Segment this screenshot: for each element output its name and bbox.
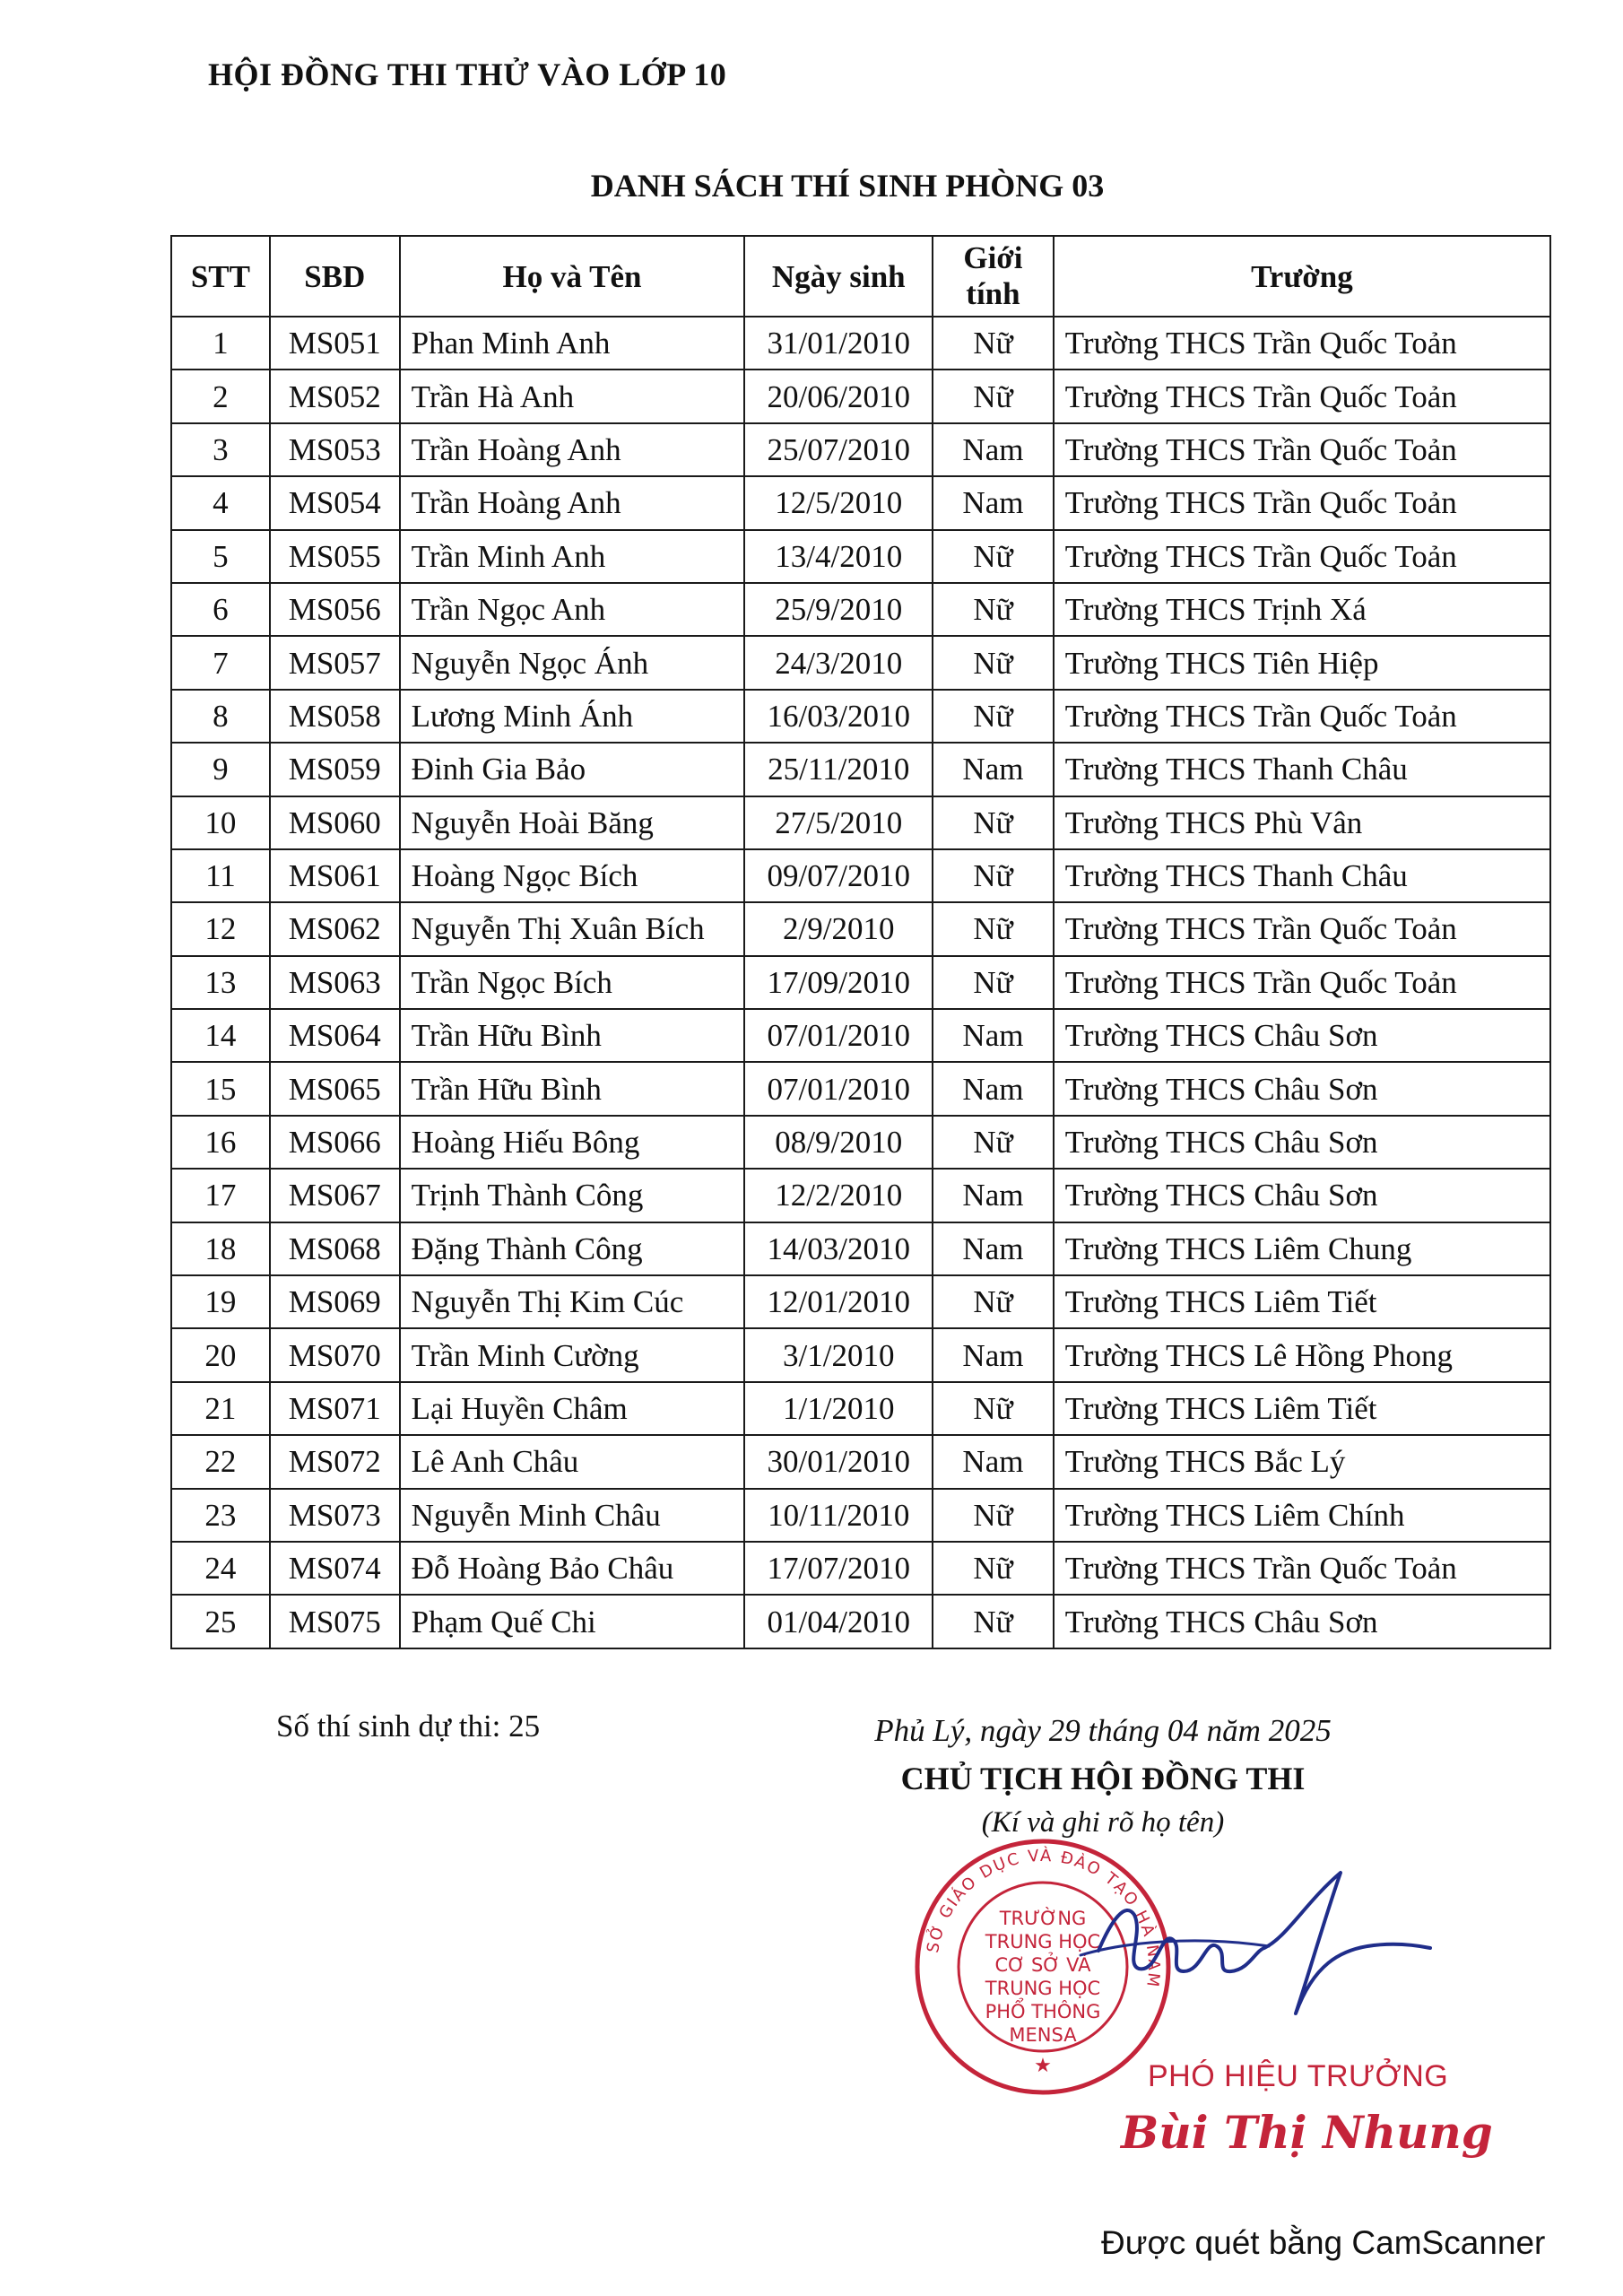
signature-block xyxy=(843,1713,1363,1839)
table-row xyxy=(171,1009,1550,1062)
cell-school: Trường THCS Châu Sơn xyxy=(1054,1116,1550,1169)
cell-stt: 24 xyxy=(171,1542,270,1595)
cell-stt: 12 xyxy=(171,902,270,955)
cell-sbd: MS071 xyxy=(270,1382,400,1435)
cell-sbd: MS051 xyxy=(270,317,400,370)
cell-dob: 25/07/2010 xyxy=(744,423,933,476)
table-row xyxy=(171,1062,1550,1115)
cell-name: Đỗ Hoàng Bảo Châu xyxy=(400,1542,745,1595)
cell-school: Trường THCS Thanh Châu xyxy=(1054,849,1550,902)
cell-name: Trần Hoàng Anh xyxy=(400,476,745,529)
cell-school: Trường THCS Phù Vân xyxy=(1054,796,1550,849)
table-row xyxy=(171,849,1550,902)
cell-name: Lê Anh Châu xyxy=(400,1435,745,1488)
cell-sbd: MS067 xyxy=(270,1169,400,1222)
cell-stt: 22 xyxy=(171,1435,270,1488)
cell-name: Lương Minh Ánh xyxy=(400,690,745,743)
cell-dob: 2/9/2010 xyxy=(744,902,933,955)
cell-gender: Nam xyxy=(933,743,1054,796)
cell-name: Nguyễn Thị Kim Cúc xyxy=(400,1275,745,1328)
cell-gender: Nữ xyxy=(933,1382,1054,1435)
cell-gender: Nữ xyxy=(933,956,1054,1009)
cell-sbd: MS053 xyxy=(270,423,400,476)
cell-stt: 13 xyxy=(171,956,270,1009)
cell-gender: Nữ xyxy=(933,530,1054,583)
cell-dob: 07/01/2010 xyxy=(744,1009,933,1062)
cell-name: Trần Hà Anh xyxy=(400,370,745,422)
cell-dob: 10/11/2010 xyxy=(744,1489,933,1542)
table-row xyxy=(171,1435,1550,1488)
svg-text:TRƯỜNG: TRƯỜNG xyxy=(999,1908,1087,1929)
camscanner-watermark: Được quét bằng CamScanner xyxy=(1101,2224,1546,2261)
table-row xyxy=(171,1222,1550,1275)
cell-school: Trường THCS Liêm Chung xyxy=(1054,1222,1550,1275)
cell-dob: 12/01/2010 xyxy=(744,1275,933,1328)
cell-gender: Nữ xyxy=(933,1489,1054,1542)
cell-dob: 27/5/2010 xyxy=(744,796,933,849)
cell-sbd: MS058 xyxy=(270,690,400,743)
signer-name: Bùi Thị Nhung xyxy=(1121,2106,1493,2159)
table-row xyxy=(171,476,1550,529)
cell-sbd: MS074 xyxy=(270,1542,400,1595)
cell-dob: 17/07/2010 xyxy=(744,1542,933,1595)
cell-name: Hoàng Hiếu Bông xyxy=(400,1116,745,1169)
cell-name: Lại Huyền Châm xyxy=(400,1382,745,1435)
cell-school: Trường THCS Lê Hồng Phong xyxy=(1054,1328,1550,1381)
cell-sbd: MS061 xyxy=(270,849,400,902)
cell-stt: 16 xyxy=(171,1116,270,1169)
column-header-school: Trường xyxy=(1054,236,1550,317)
cell-gender: Nam xyxy=(933,423,1054,476)
cell-sbd: MS073 xyxy=(270,1489,400,1542)
cell-sbd: MS063 xyxy=(270,956,400,1009)
cell-sbd: MS056 xyxy=(270,583,400,636)
cell-gender: Nữ xyxy=(933,583,1054,636)
cell-sbd: MS066 xyxy=(270,1116,400,1169)
cell-school: Trường THCS Châu Sơn xyxy=(1054,1062,1550,1115)
cell-dob: 01/04/2010 xyxy=(744,1595,933,1648)
cell-stt: 19 xyxy=(171,1275,270,1328)
cell-name: Trần Minh Cường xyxy=(400,1328,745,1381)
cell-dob: 08/9/2010 xyxy=(744,1116,933,1169)
cell-name: Trần Minh Anh xyxy=(400,530,745,583)
cell-dob: 16/03/2010 xyxy=(744,690,933,743)
svg-text:SỞ GIÁO DỤC VÀ ĐÀO TẠO HÀ NAM: SỞ GIÁO DỤC VÀ ĐÀO TẠO HÀ NAM xyxy=(924,1846,1164,1990)
cell-name: Nguyễn Minh Châu xyxy=(400,1489,745,1542)
table-row xyxy=(171,1489,1550,1542)
table-row xyxy=(171,1169,1550,1222)
cell-gender: Nữ xyxy=(933,849,1054,902)
cell-stt: 5 xyxy=(171,530,270,583)
cell-school: Trường THCS Liêm Chính xyxy=(1054,1489,1550,1542)
cell-name: Nguyễn Thị Xuân Bích xyxy=(400,902,745,955)
table-row xyxy=(171,1328,1550,1381)
cell-stt: 4 xyxy=(171,476,270,529)
cell-gender: Nam xyxy=(933,1222,1054,1275)
cell-dob: 24/3/2010 xyxy=(744,636,933,689)
cell-gender: Nữ xyxy=(933,690,1054,743)
table-row xyxy=(171,902,1550,955)
cell-dob: 1/1/2010 xyxy=(744,1382,933,1435)
place-date: Phủ Lý, ngày 29 tháng 04 năm 2025 xyxy=(874,1713,1332,1748)
table-row xyxy=(171,370,1550,422)
cell-sbd: MS072 xyxy=(270,1435,400,1488)
vice-principal-title: PHÓ HIỆU TRƯỞNG xyxy=(1148,2059,1449,2093)
cell-name: Nguyễn Hoài Băng xyxy=(400,796,745,849)
cell-gender: Nam xyxy=(933,1328,1054,1381)
cell-school: Trường THCS Tiên Hiệp xyxy=(1054,636,1550,689)
cell-dob: 31/01/2010 xyxy=(744,317,933,370)
cell-stt: 10 xyxy=(171,796,270,849)
cell-school: Trường THCS Trần Quốc Toản xyxy=(1054,956,1550,1009)
cell-school: Trường THCS Châu Sơn xyxy=(1054,1169,1550,1222)
cell-stt: 7 xyxy=(171,636,270,689)
cell-stt: 23 xyxy=(171,1489,270,1542)
cell-school: Trường THCS Trần Quốc Toản xyxy=(1054,1542,1550,1595)
cell-gender: Nữ xyxy=(933,370,1054,422)
cell-stt: 15 xyxy=(171,1062,270,1115)
cell-sbd: MS065 xyxy=(270,1062,400,1115)
cell-gender: Nam xyxy=(933,1062,1054,1115)
cell-gender: Nữ xyxy=(933,1116,1054,1169)
table-row xyxy=(171,690,1550,743)
cell-sbd: MS060 xyxy=(270,796,400,849)
cell-school: Trường THCS Liêm Tiết xyxy=(1054,1275,1550,1328)
table-row xyxy=(171,317,1550,370)
svg-text:TRUNG HỌC: TRUNG HỌC xyxy=(985,1931,1101,1952)
table-row xyxy=(171,530,1550,583)
cell-sbd: MS070 xyxy=(270,1328,400,1381)
cell-stt: 11 xyxy=(171,849,270,902)
cell-dob: 17/09/2010 xyxy=(744,956,933,1009)
cell-sbd: MS052 xyxy=(270,370,400,422)
cell-school: Trường THCS Trần Quốc Toản xyxy=(1054,317,1550,370)
cell-name: Đinh Gia Bảo xyxy=(400,743,745,796)
cell-dob: 14/03/2010 xyxy=(744,1222,933,1275)
cell-school: Trường THCS Châu Sơn xyxy=(1054,1009,1550,1062)
cell-name: Trịnh Thành Công xyxy=(400,1169,745,1222)
table-row xyxy=(171,956,1550,1009)
cell-name: Phan Minh Anh xyxy=(400,317,745,370)
column-header-gender xyxy=(933,236,1054,317)
cell-sbd: MS075 xyxy=(270,1595,400,1648)
handwritten-signature xyxy=(1072,1866,1439,2036)
cell-name: Trần Hoàng Anh xyxy=(400,423,745,476)
cell-name: Đặng Thành Công xyxy=(400,1222,745,1275)
cell-gender: Nam xyxy=(933,476,1054,529)
cell-stt: 25 xyxy=(171,1595,270,1648)
cell-stt: 9 xyxy=(171,743,270,796)
cell-gender: Nữ xyxy=(933,796,1054,849)
table-row xyxy=(171,743,1550,796)
cell-sbd: MS057 xyxy=(270,636,400,689)
cell-dob: 3/1/2010 xyxy=(744,1328,933,1381)
cell-school: Trường THCS Trần Quốc Toản xyxy=(1054,476,1550,529)
list-title: DANH SÁCH THÍ SINH PHÒNG 03 xyxy=(590,168,1105,204)
table-row xyxy=(171,423,1550,476)
cell-dob: 25/11/2010 xyxy=(744,743,933,796)
column-header-dob: Ngày sinh xyxy=(744,236,933,317)
cell-sbd: MS069 xyxy=(270,1275,400,1328)
cell-name: Hoàng Ngọc Bích xyxy=(400,849,745,902)
cell-dob: 25/9/2010 xyxy=(744,583,933,636)
cell-sbd: MS068 xyxy=(270,1222,400,1275)
sign-note: (Kí và ghi rõ họ tên) xyxy=(981,1806,1225,1839)
cell-stt: 18 xyxy=(171,1222,270,1275)
cell-sbd: MS055 xyxy=(270,530,400,583)
table-row xyxy=(171,1116,1550,1169)
council-title: HỘI ĐỒNG THI THỬ VÀO LỚP 10 xyxy=(208,57,727,92)
cell-name: Trần Ngọc Bích xyxy=(400,956,745,1009)
svg-text:★: ★ xyxy=(1034,2054,1052,2076)
cell-dob: 12/2/2010 xyxy=(744,1169,933,1222)
svg-text:CƠ SỞ VÀ: CƠ SỞ VÀ xyxy=(994,1954,1091,1976)
table-header-row xyxy=(171,236,1550,317)
table-row xyxy=(171,1382,1550,1435)
cell-school: Trường THCS Trần Quốc Toản xyxy=(1054,370,1550,422)
cell-name: Trần Ngọc Anh xyxy=(400,583,745,636)
svg-text:MENSA: MENSA xyxy=(1009,2024,1077,2046)
cell-dob: 12/5/2010 xyxy=(744,476,933,529)
cell-stt: 3 xyxy=(171,423,270,476)
cell-stt: 21 xyxy=(171,1382,270,1435)
cell-stt: 6 xyxy=(171,583,270,636)
cell-school: Trường THCS Liêm Tiết xyxy=(1054,1382,1550,1435)
column-header-stt: STT xyxy=(171,236,270,317)
cell-gender: Nam xyxy=(933,1169,1054,1222)
column-header-sbd: SBD xyxy=(270,236,400,317)
cell-name: Nguyễn Ngọc Ánh xyxy=(400,636,745,689)
cell-dob: 13/4/2010 xyxy=(744,530,933,583)
cell-dob: 09/07/2010 xyxy=(744,849,933,902)
cell-sbd: MS064 xyxy=(270,1009,400,1062)
cell-school: Trường THCS Trần Quốc Toản xyxy=(1054,902,1550,955)
cell-dob: 07/01/2010 xyxy=(744,1062,933,1115)
cell-school: Trường THCS Châu Sơn xyxy=(1054,1595,1550,1648)
cell-school: Trường THCS Trịnh Xá xyxy=(1054,583,1550,636)
svg-text:PHỔ THÔNG: PHỔ THÔNG xyxy=(985,2001,1101,2022)
cell-stt: 14 xyxy=(171,1009,270,1062)
cell-school: Trường THCS Trần Quốc Toản xyxy=(1054,690,1550,743)
cell-gender: Nữ xyxy=(933,902,1054,955)
cell-stt: 8 xyxy=(171,690,270,743)
cell-school: Trường THCS Thanh Châu xyxy=(1054,743,1550,796)
column-header-name: Họ và Tên xyxy=(400,236,745,317)
cell-name: Trần Hữu Bình xyxy=(400,1009,745,1062)
cell-gender: Nữ xyxy=(933,1595,1054,1648)
candidate-count: Số thí sinh dự thi: 25 xyxy=(276,1709,541,1744)
chair-title: CHỦ TỊCH HỘI ĐỒNG THI xyxy=(900,1761,1306,1796)
cell-sbd: MS059 xyxy=(270,743,400,796)
candidate-table xyxy=(170,235,1551,1649)
cell-school: Trường THCS Trần Quốc Toản xyxy=(1054,530,1550,583)
cell-gender: Nữ xyxy=(933,1275,1054,1328)
cell-stt: 20 xyxy=(171,1328,270,1381)
table-row xyxy=(171,583,1550,636)
gender-header-line1: Giới xyxy=(963,239,1023,275)
cell-gender: Nam xyxy=(933,1009,1054,1062)
cell-name: Phạm Quế Chi xyxy=(400,1595,745,1648)
cell-stt: 1 xyxy=(171,317,270,370)
cell-gender: Nữ xyxy=(933,636,1054,689)
gender-header-line2: tính xyxy=(966,276,1020,311)
table-row xyxy=(171,1542,1550,1595)
cell-dob: 20/06/2010 xyxy=(744,370,933,422)
cell-school: Trường THCS Bắc Lý xyxy=(1054,1435,1550,1488)
cell-gender: Nữ xyxy=(933,1542,1054,1595)
cell-gender: Nữ xyxy=(933,317,1054,370)
table-row xyxy=(171,636,1550,689)
cell-stt: 2 xyxy=(171,370,270,422)
svg-text:TRUNG HỌC: TRUNG HỌC xyxy=(985,1978,1101,1999)
cell-stt: 17 xyxy=(171,1169,270,1222)
cell-school: Trường THCS Trần Quốc Toản xyxy=(1054,423,1550,476)
cell-sbd: MS062 xyxy=(270,902,400,955)
table-row xyxy=(171,1275,1550,1328)
cell-gender: Nam xyxy=(933,1435,1054,1488)
cell-name: Trần Hữu Bình xyxy=(400,1062,745,1115)
cell-sbd: MS054 xyxy=(270,476,400,529)
cell-dob: 30/01/2010 xyxy=(744,1435,933,1488)
table-row xyxy=(171,796,1550,849)
table-row xyxy=(171,1595,1550,1648)
